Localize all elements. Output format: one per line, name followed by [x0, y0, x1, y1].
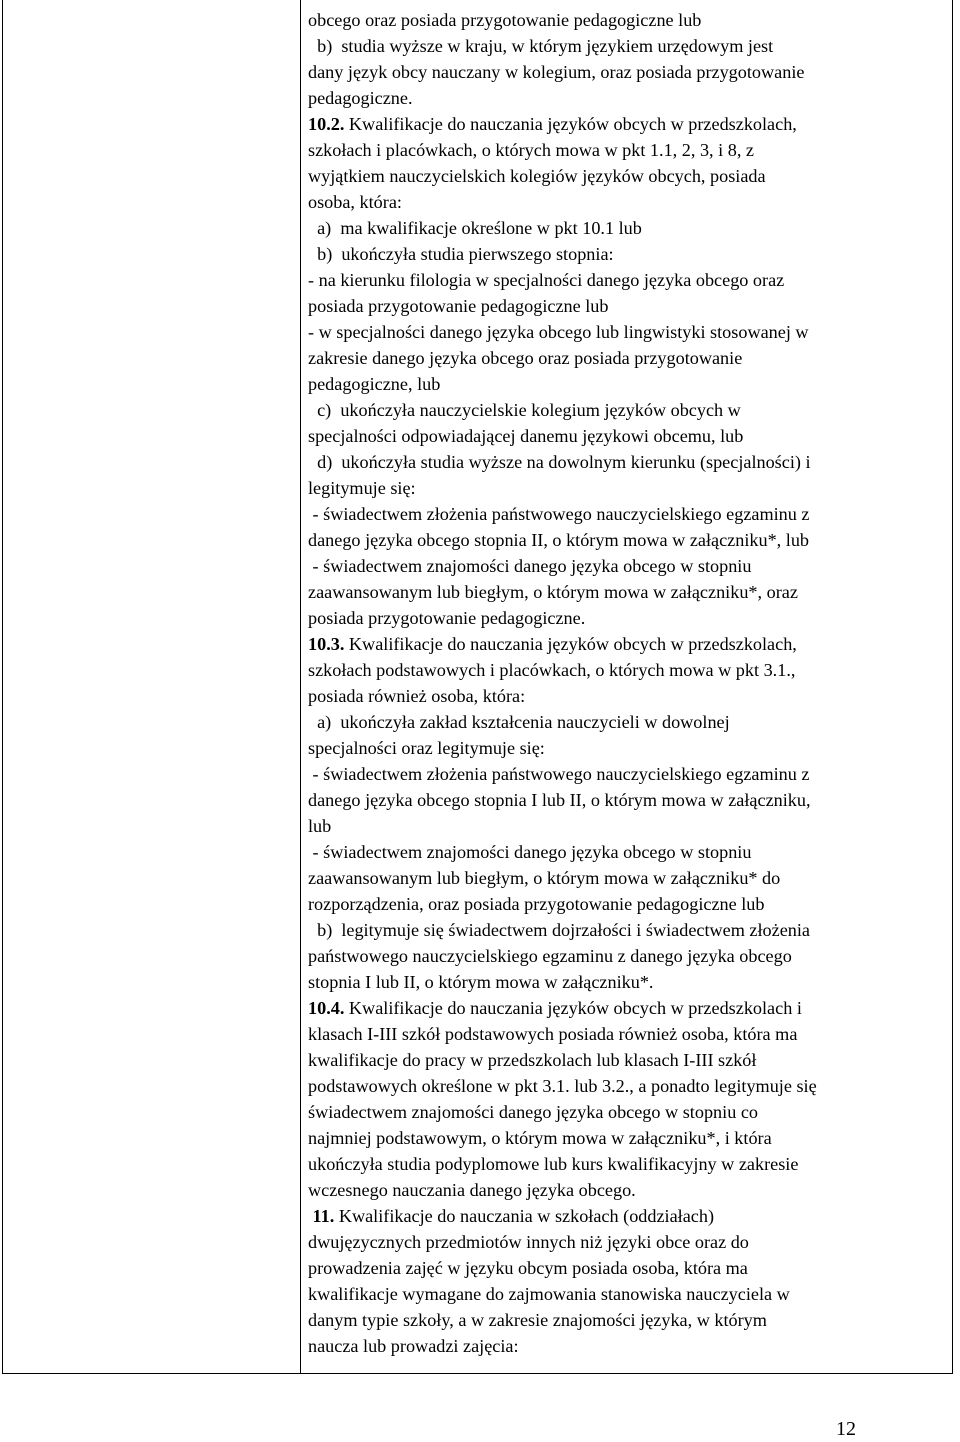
- text-line: [308, 943, 948, 969]
- line-text: najmniej podstawowym, o którym mowa w załączniku*, i która: [308, 1128, 772, 1148]
- line-text: wczesnego nauczania danego języka obcego.: [308, 1180, 636, 1200]
- text-line: [308, 1229, 948, 1255]
- section-number: 10.2.: [308, 114, 345, 134]
- text-line: [308, 1281, 948, 1307]
- line-text: - świadectwem znajomości danego języka obcego w stopniu: [308, 842, 752, 862]
- line-text: dany język obcy nauczany w kolegium, oraz posiada przygotowanie: [308, 62, 805, 82]
- text-line: [308, 1307, 948, 1333]
- text-line: [308, 995, 948, 1021]
- text-line: [308, 657, 948, 683]
- section-number: 10.3.: [308, 634, 345, 654]
- line-text: posiada przygotowanie pedagogiczne.: [308, 608, 586, 628]
- text-line: [308, 969, 948, 995]
- line-text: legitymuje się:: [308, 478, 416, 498]
- line-text: prowadzenia zajęć w języku obcym posiada osoba, która ma: [308, 1258, 748, 1278]
- line-text: zaawansowanym lub biegłym, o którym mowa w załączniku* do: [308, 868, 781, 888]
- text-line: [308, 397, 948, 423]
- line-text: danego języka obcego stopnia I lub II, o którym mowa w załączniku,: [308, 790, 811, 810]
- text-line: [308, 215, 948, 241]
- text-line: [308, 423, 948, 449]
- text-line: [308, 735, 948, 761]
- line-text: - w specjalności danego języka obcego lub lingwistyki stosowanej w: [308, 322, 809, 342]
- text-line: [308, 839, 948, 865]
- line-text: zaawansowanym lub biegłym, o którym mowa w załączniku*, oraz: [308, 582, 798, 602]
- text-line: [308, 1177, 948, 1203]
- line-text: kwalifikacje do pracy w przedszkolach lub klasach I-III szkół: [308, 1050, 757, 1070]
- line-text: wyjątkiem nauczycielskich kolegiów języków obcych, posiada: [308, 166, 766, 186]
- line-text: osoba, która:: [308, 192, 402, 212]
- line-text: d) ukończyła studia wyższe na dowolnym kierunku (specjalności) i: [308, 452, 811, 472]
- text-line: [308, 631, 948, 657]
- text-line: [308, 1333, 948, 1359]
- text-line: [308, 7, 948, 33]
- line-text: a) ma kwalifikacje określone w pkt 10.1 lub: [308, 218, 642, 238]
- line-text: pedagogiczne.: [308, 88, 413, 108]
- text-line: [308, 111, 948, 137]
- line-text: Kwalifikacje do nauczania języków obcych w przedszkolach,: [344, 114, 797, 134]
- text-line: [308, 605, 948, 631]
- text-line: [308, 293, 948, 319]
- line-text: państwowego nauczycielskiego egzaminu z danego języka obcego: [308, 946, 792, 966]
- text-line: [308, 1203, 948, 1229]
- line-text: szkołach i placówkach, o których mowa w pkt 1.1, 2, 3, i 8, z: [308, 140, 754, 160]
- text-line: [308, 137, 948, 163]
- text-line: [308, 761, 948, 787]
- text-line: [308, 865, 948, 891]
- page-number: 12: [836, 1418, 856, 1440]
- line-text: klasach I-III szkół podstawowych posiada również osoba, która ma: [308, 1024, 798, 1044]
- text-line: [308, 1047, 948, 1073]
- text-line: [308, 59, 948, 85]
- line-text: dwujęzycznych przedmiotów innych niż języki obce oraz do: [308, 1232, 749, 1252]
- line-text: - na kierunku filologia w specjalności danego języka obcego oraz: [308, 270, 785, 290]
- text-line: [308, 1255, 948, 1281]
- line-text: naucza lub prowadzi zajęcia:: [308, 1336, 519, 1356]
- text-line: [308, 319, 948, 345]
- line-text: podstawowych określone w pkt 3.1. lub 3.2., a ponadto legitymuje się: [308, 1076, 817, 1096]
- line-text: - świadectwem złożenia państwowego nauczycielskiego egzaminu z: [308, 504, 810, 524]
- line-text: stopnia I lub II, o którym mowa w załączniku*.: [308, 972, 654, 992]
- text-line: [308, 891, 948, 917]
- line-text: - świadectwem złożenia państwowego nauczycielskiego egzaminu z: [308, 764, 810, 784]
- text-line: [308, 683, 948, 709]
- line-text: posiada przygotowanie pedagogiczne lub: [308, 296, 609, 316]
- line-text: zakresie danego języka obcego oraz posiada przygotowanie: [308, 348, 743, 368]
- line-text: specjalności odpowiadającej danemu językowi obcemu, lub: [308, 426, 744, 446]
- line-text: b) studia wyższe w kraju, w którym językiem urzędowym jest: [308, 36, 774, 56]
- text-line: [308, 787, 948, 813]
- text-line: [308, 449, 948, 475]
- line-text: pedagogiczne, lub: [308, 374, 441, 394]
- text-line: [308, 1021, 948, 1047]
- text-line: [308, 553, 948, 579]
- line-text: Kwalifikacje do nauczania w szkołach (oddziałach): [334, 1206, 715, 1226]
- line-text: Kwalifikacje do nauczania języków obcych w przedszkolach i: [344, 998, 802, 1018]
- text-line: [308, 813, 948, 839]
- line-text: posiada również osoba, która:: [308, 686, 526, 706]
- column-divider: [300, 0, 301, 1373]
- text-line: [308, 1151, 948, 1177]
- text-line: [308, 475, 948, 501]
- line-text: kwalifikacje wymagane do zajmowania stanowiska nauczyciela w: [308, 1284, 790, 1304]
- text-line: [308, 345, 948, 371]
- line-text: świadectwem znajomości danego języka obcego w stopniu co: [308, 1102, 758, 1122]
- line-text: - świadectwem znajomości danego języka obcego w stopniu: [308, 556, 752, 576]
- line-text: Kwalifikacje do nauczania języków obcych w przedszkolach,: [344, 634, 797, 654]
- text-line: [308, 579, 948, 605]
- line-text: c) ukończyła nauczycielskie kolegium języków obcych w: [308, 400, 741, 420]
- document-text: [308, 7, 948, 1359]
- line-text: b) legitymuje się świadectwem dojrzałości i świadectwem złożenia: [308, 920, 811, 940]
- text-line: [308, 189, 948, 215]
- section-number: 10.4.: [308, 998, 345, 1018]
- text-line: [308, 1125, 948, 1151]
- text-line: [308, 85, 948, 111]
- text-line: [308, 241, 948, 267]
- text-line: [308, 501, 948, 527]
- line-text: specjalności oraz legitymuje się:: [308, 738, 545, 758]
- text-line: [308, 709, 948, 735]
- text-line: [308, 163, 948, 189]
- text-line: [308, 527, 948, 553]
- line-text: danego języka obcego stopnia II, o którym mowa w załączniku*, lub: [308, 530, 810, 550]
- text-line: [308, 917, 948, 943]
- line-text: obcego oraz posiada przygotowanie pedagogiczne lub: [308, 10, 702, 30]
- line-text: danym typie szkoły, a w zakresie znajomości języka, w którym: [308, 1310, 767, 1330]
- line-text: ukończyła studia podyplomowe lub kurs kwalifikacyjny w zakresie: [308, 1154, 799, 1174]
- line-text: lub: [308, 816, 332, 836]
- text-line: [308, 1099, 948, 1125]
- line-text: b) ukończyła studia pierwszego stopnia:: [308, 244, 614, 264]
- line-text: szkołach podstawowych i placówkach, o których mowa w pkt 3.1.,: [308, 660, 796, 680]
- section-number: 11.: [308, 1206, 335, 1226]
- text-line: [308, 267, 948, 293]
- text-line: [308, 371, 948, 397]
- text-line: [308, 33, 948, 59]
- line-text: a) ukończyła zakład kształcenia nauczycieli w dowolnej: [308, 712, 730, 732]
- line-text: rozporządzenia, oraz posiada przygotowanie pedagogiczne lub: [308, 894, 765, 914]
- text-line: [308, 1073, 948, 1099]
